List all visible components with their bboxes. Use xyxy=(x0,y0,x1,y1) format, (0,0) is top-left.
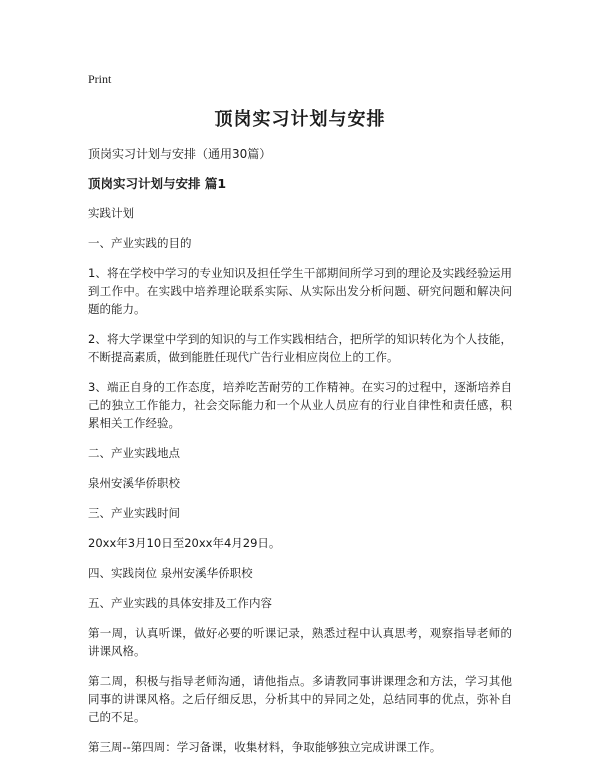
paragraph-purpose-2: 2、将大学课堂中学到的知识的与工作实践相结合，把所学的知识转化为个人技能，不断提高素质，做到能胜任现代广告行业相应岗位上的工作。 xyxy=(88,332,512,364)
paragraph-purpose-1: 1、将在学校中学习的专业知识及担任学生干部期间所学习到的理论及实践经验运用到工作中。在实践中培养理论联系实际、从实际出发分析问题、研究问题和解决问题的能力。 xyxy=(88,266,512,316)
paragraph-week-2: 第二周，积极与指导老师沟通，请他指点。多请教同事讲课理念和方法，学习其他同事的讲课风格。之后仔细反思，分析其中的异同之处，总结同事的优点，弥补自己的不足。 xyxy=(88,674,512,724)
heading-arrangement: 五、产业实践的具体安排及工作内容 xyxy=(88,596,272,610)
heading-location: 二、产业实践地点 xyxy=(88,446,180,460)
paragraph-plan-label: 实践计划 xyxy=(88,206,134,220)
heading-time: 三、产业实践时间 xyxy=(88,506,180,520)
section-heading: 顶岗实习计划与安排 篇1 xyxy=(88,176,227,191)
document-subtitle: 顶岗实习计划与安排（通用30篇） xyxy=(88,147,272,161)
paragraph-position: 四、实践岗位 泉州安溪华侨职校 xyxy=(88,566,253,580)
paragraph-week-3-4: 第三周--第四周：学习备课，收集材料，争取能够独立完成讲课工作。 xyxy=(88,740,442,754)
print-label: Print xyxy=(88,72,112,86)
document-title: 顶岗实习计划与安排 xyxy=(214,109,386,130)
paragraph-time: 20xx年3月10日至20xx年4月29日。 xyxy=(88,536,281,550)
paragraph-week-1: 第一周，认真听课，做好必要的听课记录，熟悉过程中认真思考，观察指导老师的讲课风格。 xyxy=(88,626,512,658)
heading-purpose: 一、产业实践的目的 xyxy=(88,236,192,250)
paragraph-location: 泉州安溪华侨职校 xyxy=(88,476,180,490)
paragraph-purpose-3: 3、端正自身的工作态度，培养吃苦耐劳的工作精神。在实习的过程中，逐渐培养自己的独立工作能力，社会交际能力和一个从业人员应有的行业自律性和责任感，积累相关工作经验。 xyxy=(88,380,512,430)
